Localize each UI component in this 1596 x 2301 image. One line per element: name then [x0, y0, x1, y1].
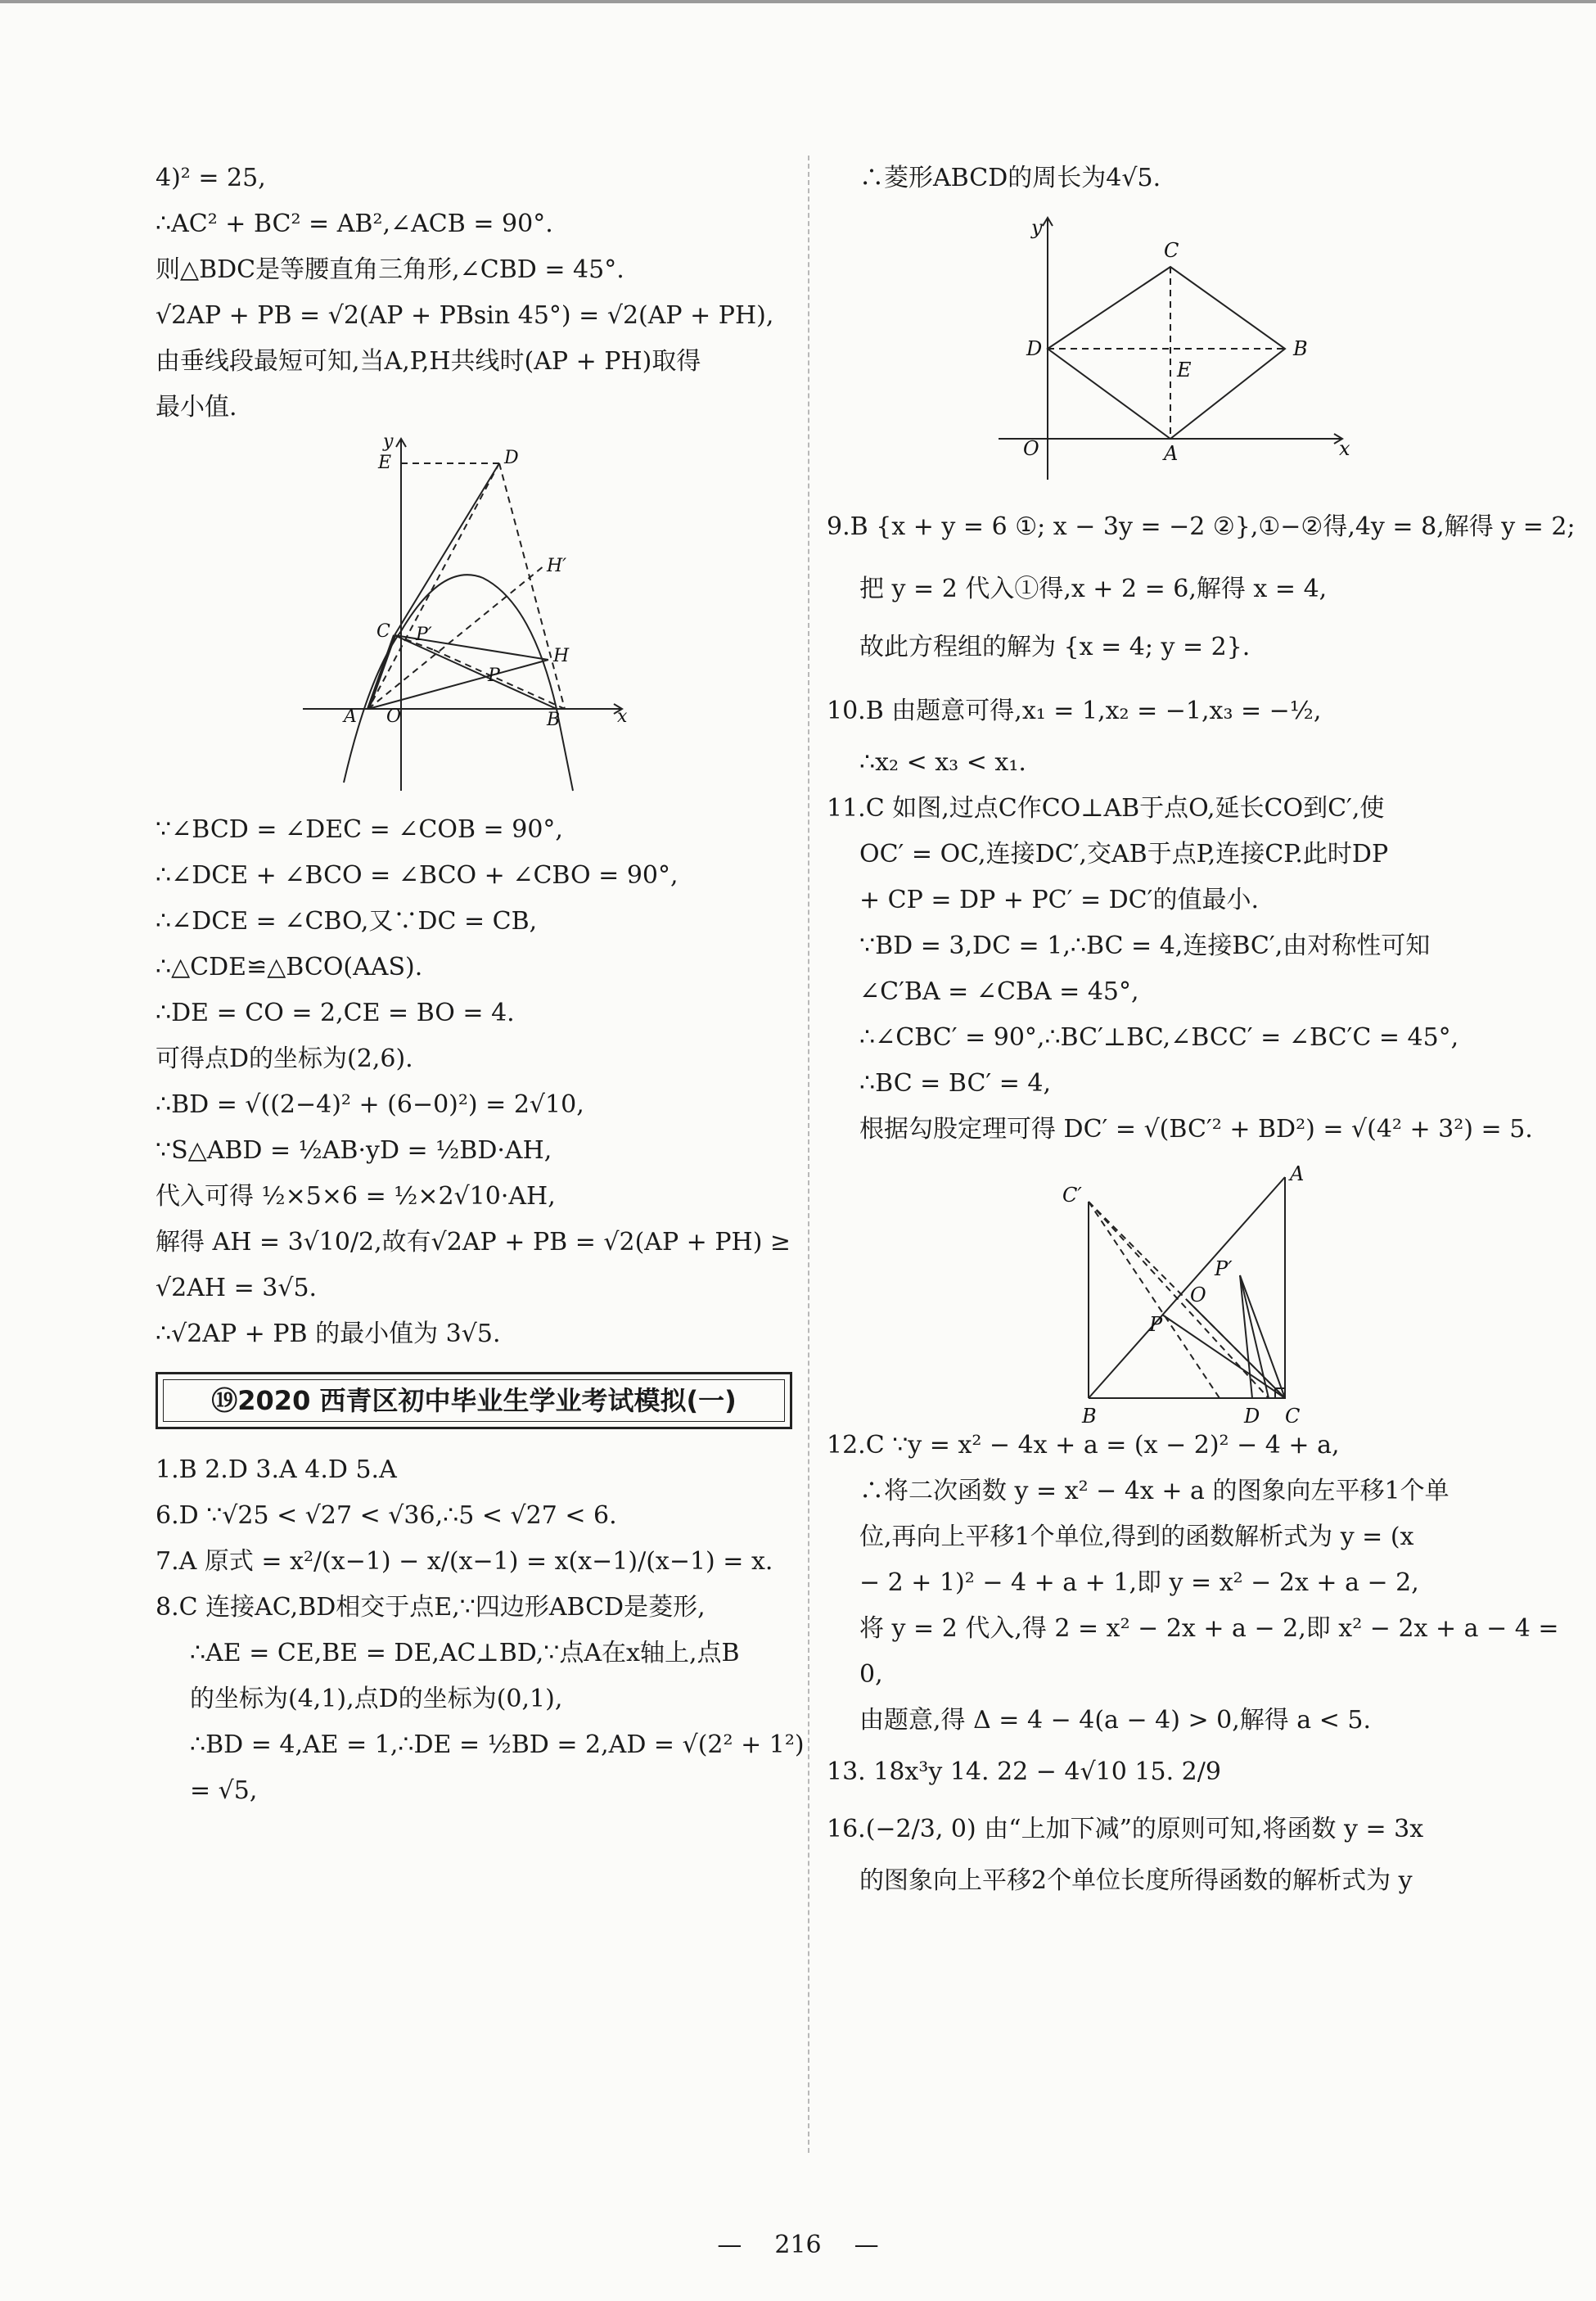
left-column	[156, 156, 805, 1814]
answer-line: 0,	[859, 1660, 883, 1689]
top-border	[0, 0, 1596, 3]
answer-line: 6.D ∵√25 < √27 < √36,∴5 < √27 < 6.	[156, 1501, 617, 1530]
answer-line: 12.C ∵y = x² − 4x + a = (x − 2)² − 4 + a,	[827, 1431, 1340, 1460]
label-B: B	[547, 710, 561, 730]
label-x: x	[617, 706, 628, 727]
label-A: A	[344, 706, 357, 727]
triangle-diagram	[827, 1153, 1449, 1423]
answer-line: ∠C′BA = ∠CBA = 45°,	[859, 977, 1139, 1006]
page-number: 216	[774, 2231, 822, 2259]
text-line: √2AH = 3√5.	[156, 1274, 318, 1302]
answer-line: ∵BD = 3,DC = 1,∴BC = 4,连接BC′,由对称性可知	[859, 932, 1431, 960]
label-Hprime: H′	[547, 556, 567, 576]
text-line: ∴BD = √((2−4)² + (6−0)²) = 2√10,	[156, 1090, 584, 1119]
answer-line: ∴x₂ < x₃ < x₁.	[859, 748, 1026, 777]
label-D: D	[1244, 1405, 1260, 1423]
triangle-figure	[827, 1153, 1473, 1423]
answer-line: 把 y = 2 代入①得,x + 2 = 6,解得 x = 4,	[859, 575, 1328, 603]
answer-line: 根据勾股定理可得 DC′ = √(BC′² + BD²) = √(4² + 3²) = 5.	[859, 1115, 1533, 1144]
label-y: y	[383, 431, 394, 452]
label-x: x	[1339, 437, 1350, 460]
label-O: O	[1023, 437, 1039, 460]
answer-line: + CP = DP + PC′ = DC′的值最小.	[859, 886, 1259, 914]
answer-line: 1.B 2.D 3.A 4.D 5.A	[156, 1455, 397, 1484]
answer-line: 13. 18x³y 14. 22 − 4√10 15. 2/9	[827, 1757, 1221, 1786]
text-line: ∵∠BCD = ∠DEC = ∠COB = 90°,	[156, 815, 563, 844]
answer-line: ∴BD = 4,AE = 1,∴DE = ½BD = 2,AD = √(2² + 1²)	[190, 1730, 805, 1759]
answer-line: 10.B 由题意可得,x₁ = 1,x₂ = −1,x₃ = −½,	[827, 697, 1322, 725]
answer-line: = √5,	[190, 1776, 258, 1805]
right-column	[827, 156, 1576, 1904]
label-C: C	[1285, 1405, 1301, 1423]
text-line: ∴△CDE≌△BCO(AAS).	[156, 953, 423, 981]
answer-line: 的图象向上平移2个单位长度所得函数的解析式为 y	[859, 1866, 1413, 1895]
label-D: D	[504, 448, 519, 468]
label-P: P	[1149, 1313, 1163, 1336]
section-title: ⑲2020 西青区初中毕业生学业考试模拟(一)	[163, 1379, 785, 1422]
label-Cprime: C′	[1062, 1184, 1082, 1207]
text-line: 则△BDC是等腰直角三角形,∠CBD = 45°.	[156, 255, 624, 284]
answer-line: ∴AE = CE,BE = DE,AC⊥BD,∵点A在x轴上,点B	[190, 1639, 740, 1667]
parabola-figure	[156, 431, 802, 807]
rhombus-diagram	[827, 201, 1449, 488]
label-D: D	[1026, 337, 1043, 360]
rhombus-figure	[827, 201, 1473, 488]
section-title-box	[156, 1372, 792, 1429]
answer-line: 的坐标为(4,1),点D的坐标为(0,1),	[190, 1685, 563, 1713]
text-line: ∴∠DCE = ∠CBO,又∵DC = CB,	[156, 907, 538, 936]
label-P: P	[488, 665, 500, 686]
text-line: ∴DE = CO = 2,CE = BO = 4.	[156, 999, 515, 1027]
text-line: ∴√2AP + PB 的最小值为 3√5.	[156, 1320, 501, 1348]
text-line: 解得 AH = 3√10/2,故有√2AP + PB = √2(AP + PH) ≥	[156, 1228, 791, 1257]
answer-line: 位,再向上平移1个单位,得到的函数解析式为 y = (x	[859, 1523, 1414, 1551]
label-B: B	[1082, 1405, 1097, 1423]
text-line: ∴菱形ABCD的周长为4√5.	[859, 164, 1161, 192]
answer-line: 11.C 如图,过点C作CO⊥AB于点O,延长CO到C′,使	[827, 794, 1385, 823]
answer-line: ∴∠CBC′ = 90°,∴BC′⊥BC,∠BCC′ = ∠BC′C = 45°,	[859, 1023, 1459, 1052]
answer-line: 故此方程组的解为 {x = 4; y = 2}.	[859, 633, 1251, 661]
page-number-footer: — 216 —	[717, 2231, 879, 2259]
label-H: H	[553, 646, 570, 666]
text-line: ∴AC² + BC² = AB²,∠ACB = 90°.	[156, 210, 553, 238]
text-line: √2AP + PB = √2(AP + PBsin 45°) = √2(AP + PH),	[156, 301, 774, 330]
text-line: 4)² = 25,	[156, 164, 266, 192]
text-line: 代入可得 ½×5×6 = ½×2√10·AH,	[156, 1182, 556, 1211]
parabola-diagram	[156, 431, 778, 807]
label-E: E	[1177, 359, 1192, 381]
answer-line: 由题意,得 Δ = 4 − 4(a − 4) > 0,解得 a < 5.	[859, 1706, 1372, 1735]
label-A: A	[1290, 1162, 1305, 1185]
answer-line: ∴BC = BC′ = 4,	[859, 1069, 1052, 1098]
answer-line: OC′ = OC,连接DC′,交AB于点P,连接CP.此时DP	[859, 840, 1389, 869]
column-divider	[808, 156, 809, 2153]
answer-line: 将 y = 2 代入,得 2 = x² − 2x + a − 2,即 x² − 2x + a − 4 =	[859, 1614, 1559, 1643]
label-B: B	[1293, 337, 1308, 360]
label-C: C	[376, 621, 390, 642]
label-C: C	[1164, 239, 1179, 262]
answer-line: 9.B {x + y = 6 ①; x − 3y = −2 ②},①−②得,4y = 8,解得 y = 2;	[827, 512, 1576, 541]
text-line: 由垂线段最短可知,当A,P,H共线时(AP + PH)取得	[156, 347, 701, 376]
answer-line: ∴将二次函数 y = x² − 4x + a 的图象向左平移1个单	[859, 1477, 1449, 1505]
label-y: y	[1031, 216, 1043, 239]
label-O: O	[1190, 1284, 1206, 1306]
text-line: 可得点D的坐标为(2,6).	[156, 1044, 413, 1073]
label-E: E	[378, 453, 392, 473]
label-O: O	[386, 706, 402, 727]
answer-line: 16.(−2/3, 0) 由“上加下减”的原则可知,将函数 y = 3x	[827, 1815, 1424, 1843]
label-A: A	[1164, 442, 1179, 465]
text-line: ∴∠DCE + ∠BCO = ∠BCO + ∠CBO = 90°,	[156, 861, 679, 890]
label-Pprime: P′	[1215, 1257, 1233, 1280]
label-Pprime: P′	[416, 625, 432, 645]
text-line: ∵S△ABD = ½AB·yD = ½BD·AH,	[156, 1136, 552, 1165]
answer-line: − 2 + 1)² − 4 + a + 1,即 y = x² − 2x + a − 2,	[859, 1568, 1419, 1597]
answer-line: 8.C 连接AC,BD相交于点E,∵四边形ABCD是菱形,	[156, 1593, 706, 1622]
text-line: 最小值.	[156, 393, 237, 422]
answer-line: 7.A 原式 = x²/(x−1) − x/(x−1) = x(x−1)/(x−1) = x.	[156, 1547, 773, 1576]
